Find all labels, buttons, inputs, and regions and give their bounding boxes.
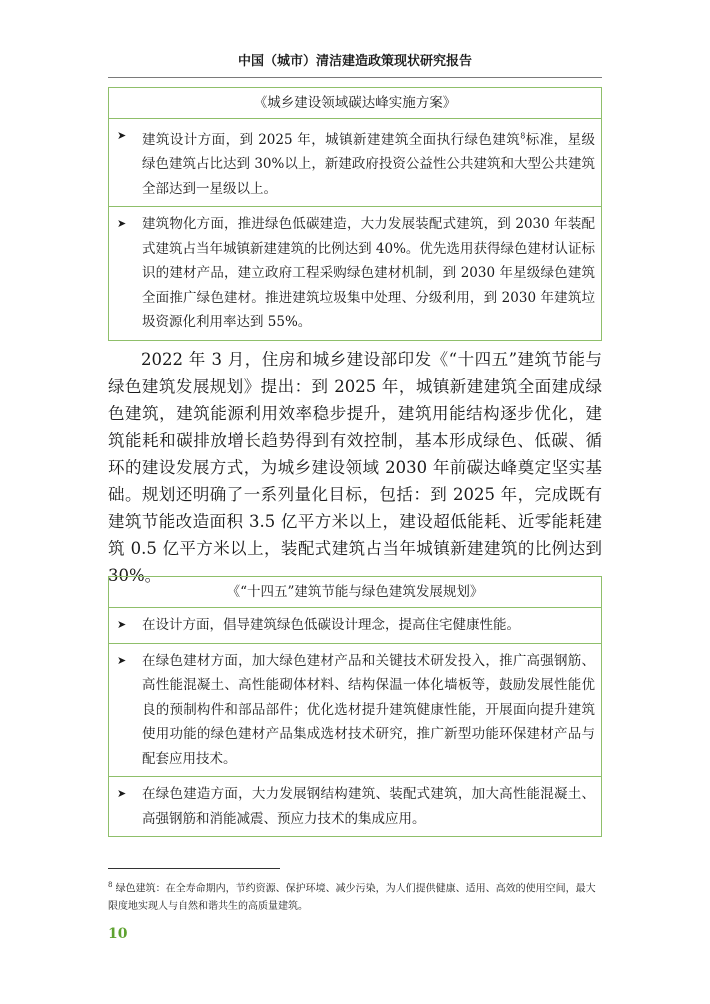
box-item-text: 在绿色建造方面，大力发展钢结构建筑、装配式建筑，加大高性能混凝土、高强钢筋和消能减震、预应力技术的集成应用。 xyxy=(142,786,595,827)
running-header: 中国（城市）清洁建造政策现状研究报告 xyxy=(237,54,472,69)
header-rule xyxy=(108,77,602,78)
box-item xyxy=(109,119,601,206)
box-item-text: 在设计方面，倡导建筑绿色低碳设计理念，提高住宅健康性能。 xyxy=(142,617,520,633)
arrow-bullet-icon: ➤ xyxy=(117,653,127,667)
box-item xyxy=(109,206,601,340)
box-item xyxy=(109,608,601,643)
box-item xyxy=(109,643,601,777)
box-item xyxy=(109,776,601,836)
footnote-ref: 8 xyxy=(520,131,526,140)
policy-box-carbon-peak xyxy=(108,87,602,341)
box-item-text: 在绿色建材方面，加大绿色建材产品和关键技术研发投入，推广高强钢筋、高性能混凝土、高性能砌体材料、结构保温一体化墙板等，鼓励发展性能优良的预制构件和部品部件；优化选材提升建筑健康性能，开展面向提升建筑使用功能的绿色建材产品集成选材技术研究，推广新型功能环保建材产品与配套应用技术。 xyxy=(142,652,595,767)
body-paragraph: 2022 年 3 月，住房和城乡建设部印发《“十四五”建筑节能与绿色建筑发展规划》提出：到 2025 年，城镇新建建筑全面建成绿色建筑，建筑能源利用效率稳步提升，建筑用能结构逐步优化，建筑能耗和碳排放增长趋势得到有效控制，基本形成绿色、低碳、循环的建设发展方式，为城乡建设领域 2030 年前碳达峰奠定坚实基础。规划还明确了一系列量化目标，包括：到 2025 年，完成既有建筑节能改造面积 3.5 亿平方米以上，建设超低能耗、近零能耗建筑 0.5 亿平方米以上，装配式建筑占当年城镇新建建筑的比例达到 30%。 xyxy=(108,350,602,585)
footnote-rule xyxy=(108,868,280,869)
box-item-text: 建筑物化方面，推进绿色低碳建造，大力发展装配式建筑，到 2030 年装配式建筑占当年城镇新建建筑的比例达到 40%。优先选用获得绿色建材认证标识的建材产品，建立政府工程采购绿色建材机制，到 2030 年星级绿色建筑全面推广绿色建材。推进建筑垃圾集中处理、分级利用，到 2030 年建筑垃圾资源化利用率达到 55%。 xyxy=(142,216,595,330)
page-number: 10 xyxy=(108,926,128,942)
box-title: 《城乡建设领域碳达峰实施方案》 xyxy=(109,88,601,119)
arrow-bullet-icon: ➤ xyxy=(117,618,127,631)
footnote xyxy=(108,876,602,916)
arrow-bullet-icon: ➤ xyxy=(117,129,127,142)
policy-box-14th-plan xyxy=(108,576,602,837)
footnote-mark: 8 xyxy=(108,881,113,889)
footnote-text: 绿色建筑：在全寿命期内，节约资源、保护环境、减少污染，为人们提供健康、适用、高效的使用空间，最大限度地实现人与自然和谐共生的高质量建筑。 xyxy=(108,883,596,913)
arrow-bullet-icon: ➤ xyxy=(117,217,127,230)
box-title: 《“十四五”建筑节能与绿色建筑发展规划》 xyxy=(109,577,601,608)
box-item-text: 建筑设计方面，到 2025 年，城镇新建建筑全面执行绿色建筑$^8$标准，星级绿色建筑占比达到 30%以上，新建政府投资公益性公共建筑和大型公共建筑全部达到一星级以上。 xyxy=(142,131,595,197)
arrow-bullet-icon: ➤ xyxy=(117,787,127,800)
